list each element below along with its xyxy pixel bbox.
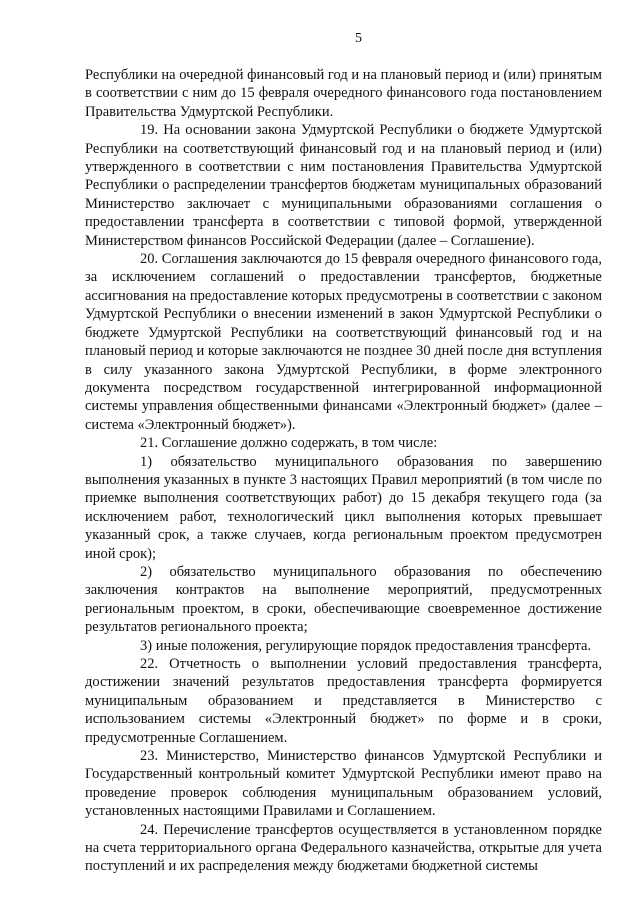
paragraph-21-item-1: 1) обязательство муниципального образования по завершению выполнения указанных в пункте 3 настоящих Правил мероприятий (в том числе по приемке выполнения соответствующих работ) до 15 декабря текущего года (за исключением работ, технологический цикл выполнения которых превышает указанный срок, а также случаев, когда региональным проектом предусмотрен иной срок);: [85, 453, 602, 562]
page-number: 5: [355, 31, 362, 46]
paragraph-21-item-3: 3) иные положения, регулирующие порядок предоставления трансферта.: [140, 637, 592, 654]
paragraph-19: 19. На основании закона Удмуртской Республики о бюджете Удмуртской Республики на соответствующий финансовый год и на плановый период и (или) утвержденного в соответствии с ним постановления Правительства Удмуртской Республики о распределении трансфертов бюджетам муниципальных образований Министерство заключает с муниципальными образованиями соглашения о предоставлении трансферта в соответствии с типовой формой, утвержденной Министерством финансов Российской Федерации (далее – Соглашение).: [85, 122, 602, 249]
paragraph-20: 20. Соглашения заключаются до 15 февраля очередного финансового года, за исключением соглашений о предоставлении трансфертов, бюджетные ассигнования на предоставление которых предусмотрены в соответствии с законом Удмуртской Республики о внесении изменений в закон Удмуртской Республики о бюджете Удмуртской Республики на соответствующий финансовый год и на плановый период и которые заключаются не позднее 30 дней после дня вступления в силу указанного закона Удмуртской Республики, в форме электронного документа посредством государственной интегрированной информационной системы управления общественными финансами «Электронный бюджет» (далее – система «Электронный бюджет»).: [85, 251, 602, 433]
paragraph-24: 24. Перечисление трансфертов осуществляется в установленном порядке на счета территориального органа Федерального казначейства, открытые для учета поступлений и их распределения между бюджетами бюджетной системы: [85, 821, 602, 875]
paragraph-21-item-2: 2) обязательство муниципального образования по обеспечению заключения контрактов на выполнение мероприятий, предусмотренных региональным проектом, в сроки, обеспечивающие своевременное достижение результатов регионального проекта;: [85, 563, 602, 636]
paragraph-23: 23. Министерство, Министерство финансов Удмуртской Республики и Государственный контрольный комитет Удмуртской Республики имеют право на проведение проверок соблюдения муниципальным образованием условий, установленных настоящими Правилами и Соглашением.: [85, 748, 602, 820]
paragraph-continuation: Республики на очередной финансовый год и на плановый период и (или) принятым в соответствии с ним до 15 февраля очередного финансового года постановлением Правительства Удмуртской Республики.: [85, 67, 602, 120]
paragraph-21: 21. Соглашение должно содержать, в том числе:: [140, 435, 438, 452]
paragraph-22: 22. Отчетность о выполнении условий предоставления трансферта, достижении значений результатов предоставления трансферта формируется муниципальным образованием и представляется в Министерство с использованием системы «Электронный бюджет» по форме и в сроки, предусмотренные Соглашением.: [85, 656, 602, 746]
document-body: [85, 66, 602, 876]
